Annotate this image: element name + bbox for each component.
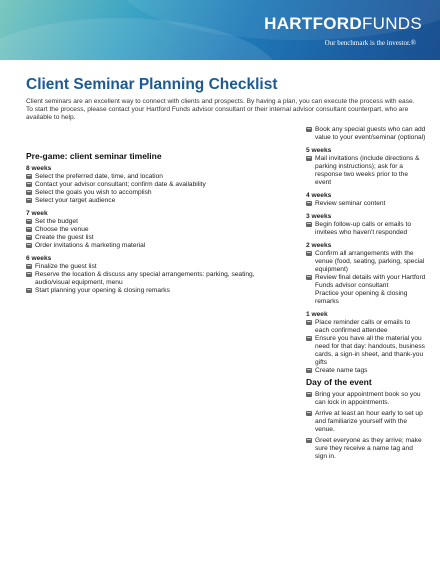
checkbox-icon[interactable] bbox=[26, 264, 32, 269]
week-label: 3 weeks bbox=[306, 213, 332, 220]
checklist-item[interactable]: Reserve the location & discuss any special arrangements: parking, seating, audio/visual equipment, menu bbox=[26, 271, 276, 287]
checklist-item[interactable]: Book any special guests who can add value to your event/seminar (optional) bbox=[306, 126, 426, 142]
checklist-item[interactable]: Begin follow-up calls or emails to invitees who haven't responded bbox=[306, 221, 426, 237]
intro-paragraph: Client seminars are an excellent way to connect with clients and prospects. By having a plan, you can execute the process with ease. bbox=[26, 98, 415, 105]
checkbox-icon[interactable] bbox=[26, 182, 32, 187]
checklist-item[interactable]: Greet everyone as they arrive; make sure they receive a name tag and sign in. bbox=[306, 437, 426, 461]
checklist-item[interactable]: Select your target audience bbox=[26, 197, 276, 205]
checkbox-icon[interactable] bbox=[306, 411, 312, 416]
checklist-item[interactable]: Order invitations & marketing material bbox=[26, 242, 276, 250]
checkbox-icon[interactable] bbox=[26, 190, 32, 195]
timeline-right-column bbox=[306, 126, 426, 461]
timeline-left-column bbox=[26, 152, 276, 295]
checkbox-icon[interactable] bbox=[26, 235, 32, 240]
checklist-item[interactable]: Contact your advisor consultant; confirm date & availability bbox=[26, 181, 276, 189]
checklist-item[interactable]: Select the preferred date, time, and location bbox=[26, 173, 276, 181]
week-label: 2 weeks bbox=[306, 242, 332, 249]
checkbox-icon[interactable] bbox=[306, 438, 312, 443]
checklist-item[interactable]: Confirm all arrangements with the venue (food, seating, parking, special equipment) bbox=[306, 250, 426, 274]
checklist-item[interactable]: Start planning your opening & closing remarks bbox=[26, 287, 276, 295]
checklist-item[interactable]: Practice your opening & closing remarks bbox=[315, 290, 408, 305]
checklist-item[interactable]: Select the goals you wish to accomplish bbox=[26, 189, 276, 197]
checkbox-icon[interactable] bbox=[306, 127, 312, 132]
checklist-item[interactable]: Bring your appointment book so you can lock in appointments. bbox=[306, 391, 426, 407]
week-label: 6 weeks bbox=[26, 255, 52, 262]
week-label: 7 week bbox=[26, 210, 48, 217]
checklist-item[interactable]: Review final details with your Hartford Funds advisor consultant bbox=[306, 274, 426, 290]
section-heading: Day of the event bbox=[306, 377, 372, 387]
checkbox-icon[interactable] bbox=[306, 320, 312, 325]
checkbox-icon[interactable] bbox=[306, 275, 312, 280]
checkbox-icon[interactable] bbox=[306, 251, 312, 256]
checkbox-icon[interactable] bbox=[306, 392, 312, 397]
header-banner bbox=[0, 0, 440, 60]
checklist-item[interactable]: Set the budget bbox=[26, 218, 276, 226]
checklist-item[interactable]: Choose the venue bbox=[26, 226, 276, 234]
checkbox-icon[interactable] bbox=[306, 222, 312, 227]
checkbox-icon[interactable] bbox=[26, 174, 32, 179]
checkbox-icon[interactable] bbox=[306, 201, 312, 206]
checklist-item[interactable]: Arrive at least an hour early to set up and familiarize yourself with the venue. bbox=[306, 410, 426, 434]
checkbox-icon[interactable] bbox=[26, 288, 32, 293]
checkbox-icon[interactable] bbox=[306, 368, 312, 373]
checklist-item[interactable]: Create the guest list bbox=[26, 234, 276, 242]
week-label: 8 weeks bbox=[26, 165, 52, 172]
checklist-item[interactable]: Place reminder calls or emails to each confirmed attendee bbox=[306, 319, 426, 335]
checklist-item[interactable]: Review seminar content bbox=[306, 200, 426, 208]
intro-paragraph: To start the process, please contact your Hartford Funds advisor consultant or their internal advisor consultant counterpart, who are available to help. bbox=[26, 106, 409, 121]
checkbox-icon[interactable] bbox=[26, 243, 32, 248]
week-label: 5 weeks bbox=[306, 147, 332, 154]
checkbox-icon[interactable] bbox=[26, 272, 32, 277]
checklist-item[interactable]: Mail invitations (include directions & parking instructions); ask for a response two weeks prior to the event bbox=[306, 155, 426, 187]
week-label: 1 week bbox=[306, 311, 328, 318]
checkbox-icon[interactable] bbox=[306, 336, 312, 341]
checkbox-icon[interactable] bbox=[26, 227, 32, 232]
section-heading: Pre-game: client seminar timeline bbox=[26, 151, 162, 161]
checkbox-icon[interactable] bbox=[26, 198, 32, 203]
checklist-item[interactable]: Finalize the guest list bbox=[26, 263, 276, 271]
brand-tagline: Our benchmark is the investor.® bbox=[324, 39, 416, 47]
checklist-item[interactable]: Ensure you have all the material you need for that day: handouts, business cards, a sign-in sheet, and thank-you gifts bbox=[306, 335, 426, 367]
checklist-item[interactable]: Create name tags bbox=[306, 367, 426, 375]
checkbox-icon[interactable] bbox=[26, 219, 32, 224]
week-label: 4 weeks bbox=[306, 192, 332, 199]
intro-text bbox=[26, 98, 416, 122]
brand-logo: HARTFORDFUNDS bbox=[264, 14, 422, 33]
checkbox-icon[interactable] bbox=[306, 156, 312, 161]
page-title: Client Seminar Planning Checklist bbox=[26, 76, 278, 93]
